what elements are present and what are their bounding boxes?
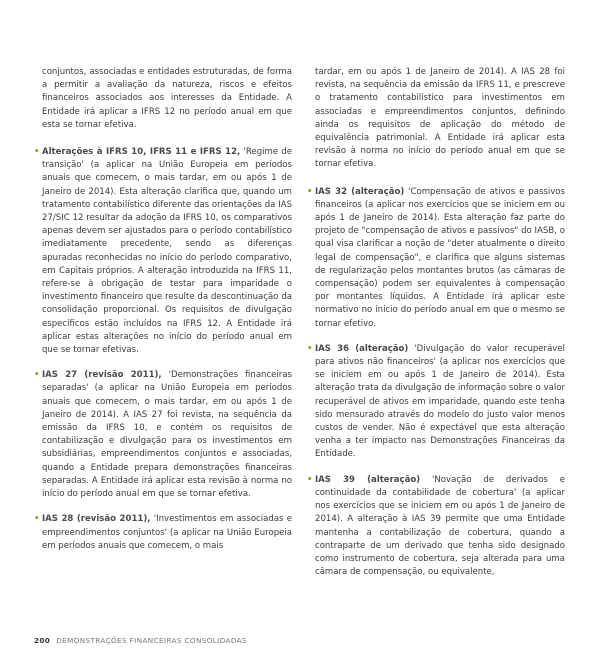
list-item (307, 474, 565, 580)
item-term: Alterações à IFRS 10, IFRS 11 e IFRS 12, (42, 147, 241, 158)
item-text: 'Demonstrações financeiras separadas' (a aplicar na União Europeia em períodos anuais que comecem, o mais tardar, em ou após 1 de Janeiro de 2014). A IAS 27 foi revista, na sequência da emissão da IFRS 10, e contém os requisitos de contabilização e divulgação para os investimentos em subsidiárias, empreendimentos conjuntos e associadas, quando a Entidade prepara demonstrações financeiras separadas. A Entidade irá aplicar esta revisão à norma no início do período anual em que se tornar efetiva. (42, 370, 293, 500)
page-number: 200 (34, 636, 51, 645)
bullet-icon: • (307, 474, 313, 485)
item-text: 'Investimentos em associadas e empreendimentos conjuntos' (a aplicar na União Europeia em períodos anuais que comecem, o mais (42, 514, 293, 551)
item-term: IAS 36 (alteração) (315, 343, 409, 354)
list-item (34, 513, 292, 553)
item-text: 'Divulgação do valor recuperável para ativos não financeiros' (a aplicar nos exercícios que se iniciem em ou após 1 de Janeiro de 2014). Esta alteração trata da divulgação de informação sobre o valor recuperável de ativos em imparidade, quando este tenha sido mensurado através do modelo do justo valor menos custos de vender. Não é expectável que esta alteração venha a ter impacto nas Demonstrações Financeiras da Entidade. (315, 343, 565, 460)
list-item (34, 369, 292, 501)
bullet-icon: • (34, 147, 40, 158)
list-item (307, 186, 565, 331)
right-continuation-paragraph: tardar, em ou após 1 de Janeiro de 2014). A IAS 28 foi revista, na sequência da emissão da IFRS 11, e prescreve o tratamento contabilístico para investimentos em associadas e empreendimentos conjuntos, definindo ainda os requisitos de aplicação do método de equivalência patrimonial. A Entidade irá aplicar esta revisão à norma no início do período anual em que se tornar efetiva. (315, 67, 565, 170)
left-column (34, 66, 292, 565)
right-column (307, 66, 565, 591)
bullet-icon: • (307, 186, 313, 197)
item-text: 'Novação de derivados e continuidade da contabilidade de cobertura' (a aplicar nos exercícios que se iniciem em ou após 1 de Janeiro de 2014). A alteração à IAS 39 permite que uma Entidade mantenha a contabilização de cobertura, quando a contraparte de um derivado que tenha sido designado como instrumento de cobertura, seja alterada para uma câmara de compensação, ou equivalente, (315, 474, 565, 578)
list-item (34, 146, 292, 357)
item-term: IAS 32 (alteração) (315, 186, 405, 197)
item-term: IAS 27 (revisão 2011), (42, 370, 162, 381)
item-text: 'Compensação de ativos e passivos financeiros (a aplicar nos exercícios que se iniciem em ou após 1 de Janeiro de 2014). Esta alteração faz parte do projeto de "compensação de ativos e passivos" do IASB, o qual visa clarificar a noção de "deter atualmente o direito legal de compensação", e clarifica que alguns sistemas de regularização pelos montantes brutos (as câmaras de compensação) podem ser equivalentes à compensação por montantes líquidos. A Entidade irá aplicar este normativo no início do período anual em que o mesmo se tornar efetivo. (315, 186, 565, 329)
page-footer (34, 636, 247, 645)
bullet-icon: • (307, 343, 313, 354)
bullet-icon: • (34, 370, 40, 381)
item-term: IAS 28 (revisão 2011), (42, 514, 151, 525)
item-text: 'Regime de transição' (a aplicar na União Europeia em períodos anuais que comecem, o mais tardar, em ou após 1 de Janeiro de 2014). Esta alteração clarifica que, quando um tratamento contabilístico diferente das orientações da IAS 27/SIC 12 resultar da adoção da IFRS 10, os comparativos apenas devem ser ajustados para o período contabilístico imediatamente precedente, sendo as diferenças apuradas reconhecidas no início do período comparativo, em Capitais próprios. A alteração introduzida na IFRS 11, refere-se à obrigação de testar para imparidade o investimento financeiro que resulte da descontinuação da consolidação proporcional. Os requisitos de divulgação específicos estão incluídos na IFRS 12. A Entidade irá aplicar estas alterações no início do período anual em que se tornar efetivas. (42, 147, 293, 356)
bullet-icon: • (34, 514, 40, 525)
list-item (307, 343, 565, 462)
left-continuation-paragraph: conjuntos, associadas e entidades estruturadas, de forma a permitir a avaliação da natureza, riscos e efeitos financeiros associados aos interesses da Entidade. A Entidade irá aplicar a IFRS 12 no período anual em que esta se tornar efetiva. (42, 67, 292, 130)
item-term: IAS 39 (alteração) (315, 474, 421, 485)
section-title: DEMONSTRAÇÕES FINANCEIRAS CONSOLIDADAS (56, 636, 247, 645)
